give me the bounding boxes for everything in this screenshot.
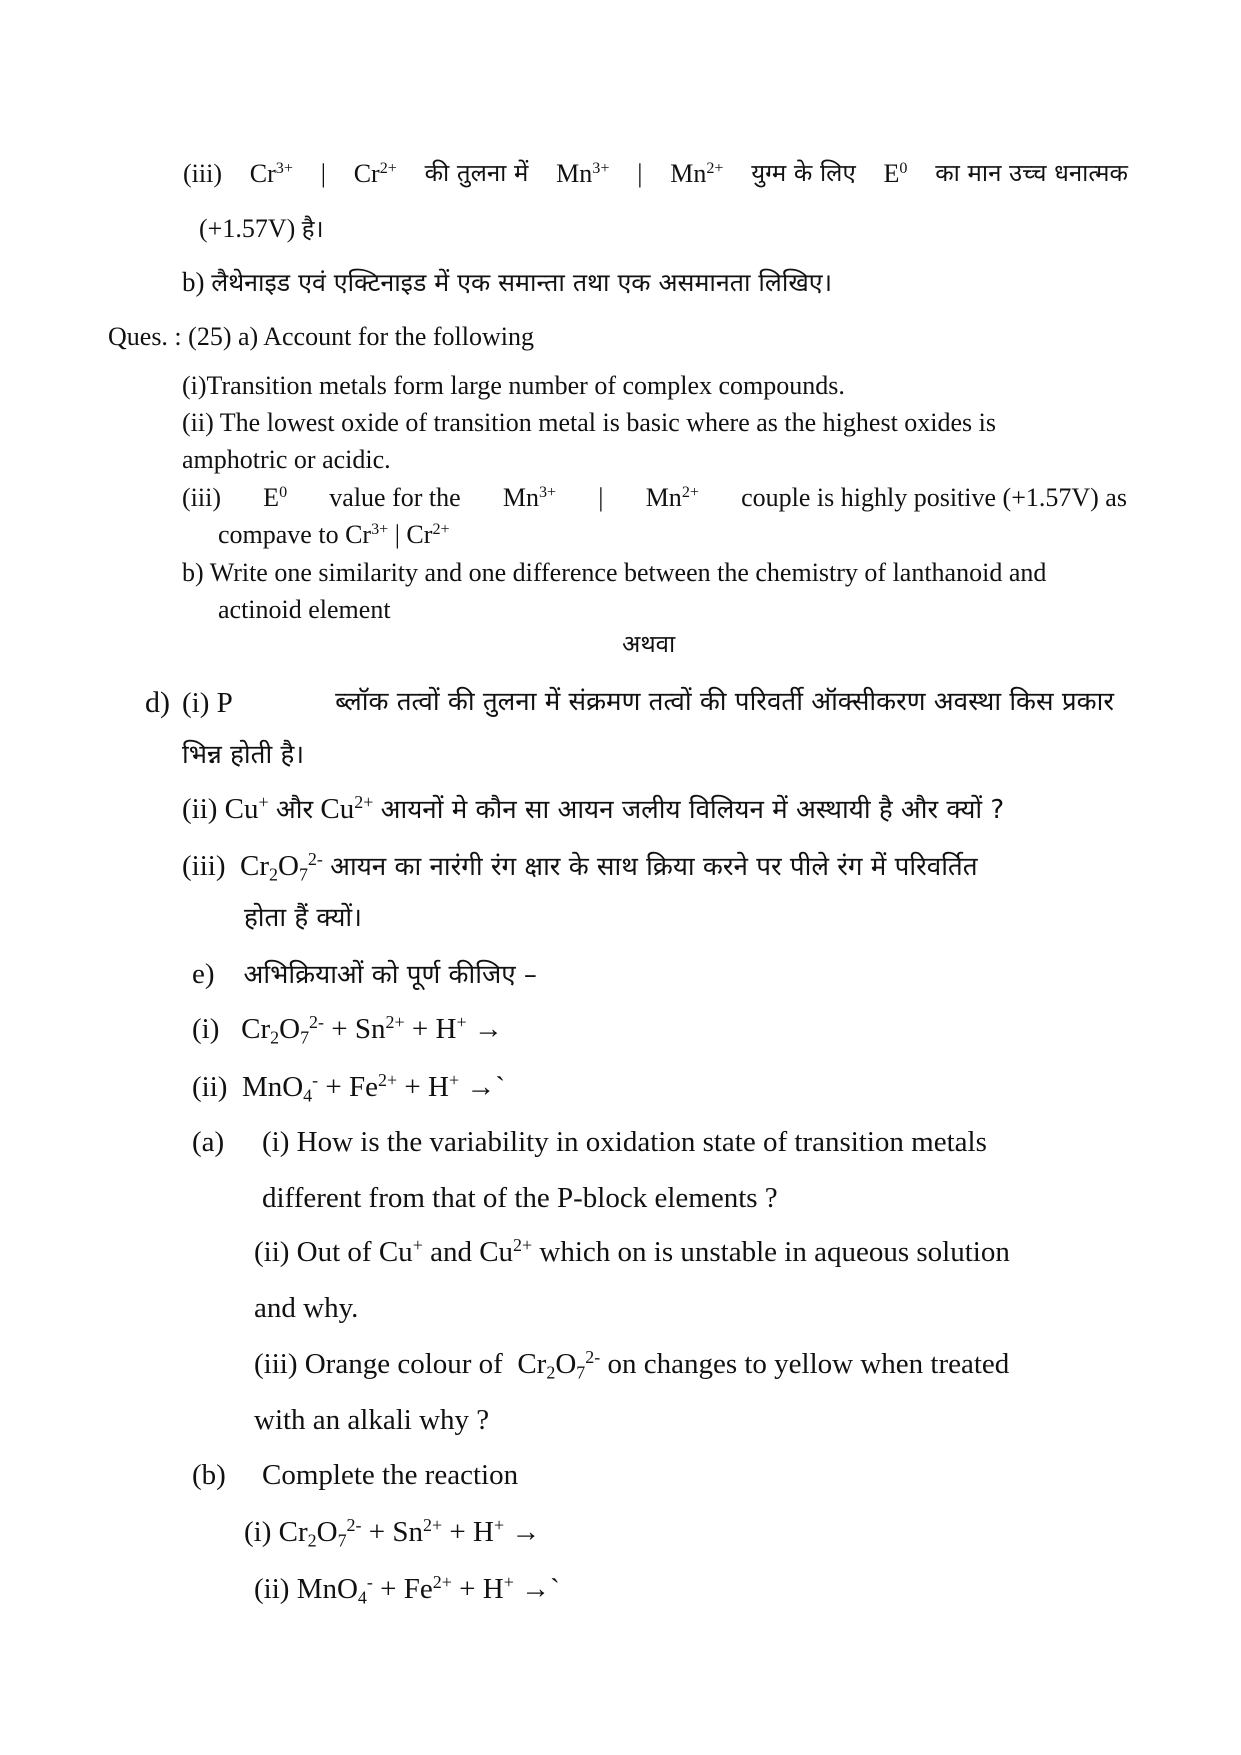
english-a-label: (a) bbox=[192, 1126, 225, 1158]
hindi-d-i-line2: भिन्न होती है। bbox=[182, 740, 305, 770]
separator: | bbox=[320, 159, 326, 188]
q24-b-hindi: b) लैथेनाइड एवं एक्टिनाइड में एक समान्ता तथा एक असमानता लिखिए। bbox=[182, 267, 833, 297]
hindi-d-i-line1: (i) P ब्लॉक तत्वों की तुलना में संक्रमण तत्वों की परिवर्ती ऑक्सीकरण अवस्था किस प्रकार bbox=[182, 687, 1114, 719]
hindi-text: का मान उच्च धनात्मक bbox=[935, 159, 1128, 187]
hindi-d-label: d) bbox=[145, 686, 170, 719]
q24-iii-hindi-line2: (+1.57V) है। bbox=[199, 214, 324, 243]
q24-iii-hindi-line1 bbox=[183, 161, 1128, 187]
q25-heading: Ques. : (25) a) Account for the following bbox=[108, 322, 535, 351]
english-a-iii-line1: (iii) Orange colour of $Cr_2O_7^{2-}$ on changes to yellow when treated bbox=[254, 1347, 1010, 1383]
english-a-ii-line1: (ii) Out of Cu+ and $Cu^{2+}$ which on is unstable in aqueous solution bbox=[254, 1235, 1010, 1268]
hindi-text: युग्म के लिए bbox=[751, 159, 856, 187]
mn3-ion: $Mn^{3+}$ bbox=[502, 483, 557, 512]
mn3-ion: $Mn^{3+}$ bbox=[556, 159, 610, 188]
hindi-reaction-2: (ii) $MnO_4^- + Fe^{2+} + H^+$ →` bbox=[192, 1070, 505, 1106]
q25-ii-line2: amphotric or acidic. bbox=[182, 445, 391, 474]
dichromate-ion: $Cr_2O_7^{2-}$ bbox=[517, 1347, 601, 1383]
english-b-heading: Complete the reaction bbox=[262, 1459, 519, 1491]
hindi-text: की तुलना में bbox=[424, 159, 529, 187]
q24-iii-label: (iii) bbox=[183, 159, 222, 188]
cr3-ion: $Cr^{3+}$ bbox=[249, 159, 293, 188]
cr2-ion: $Cr^{2+}$ bbox=[353, 159, 397, 188]
english-a-iii-line2: with an alkali why ? bbox=[254, 1404, 490, 1436]
q25-i: (i)Transition metals form large number of complex compounds. bbox=[182, 371, 845, 400]
or-divider: अथवा bbox=[622, 630, 676, 658]
hindi-d-iii-line1: (iii) $Cr_2O_7^{2-}$ आयन का नारंगी रंग क्षार के साथ क्रिया करने पर पीले रंग में परिवर्तित bbox=[182, 849, 978, 885]
mn2-ion: $Mn^{2+}$ bbox=[670, 159, 724, 188]
q25-b-line1: b) Write one similarity and one difference between the chemistry of lanthanoid and bbox=[182, 558, 1047, 587]
dichromate-ion: $Cr_2O_7^{2-}$ bbox=[240, 849, 323, 885]
q25-b-line2: actinoid element bbox=[218, 595, 391, 624]
q25-ii-line1: (ii) The lowest oxide of transition metal is basic where as the highest oxides is bbox=[182, 408, 997, 437]
english-a-ii-line2: and why. bbox=[254, 1292, 359, 1324]
reaction-arrow: → bbox=[473, 1013, 503, 1045]
hindi-d-ii: (ii) Cu+ और $Cu^{2+}$ आयनों मे कौन सा आयन जलीय विलियन में अस्थायी है और क्यों ? bbox=[182, 792, 1005, 825]
e0-symbol: $E^0$ bbox=[263, 483, 288, 512]
english-a-i-line2: different from that of the P-block elements ? bbox=[262, 1182, 778, 1214]
q25-iii-line1: (iii) $E^0$ value for the $Mn^{3+}$ | $Mn^{2+}$ couple is highly positive (+1.57V) as bbox=[182, 483, 1127, 512]
q25-iii-line2: compave to $Cr^{3+}$ | $Cr^{2+}$ bbox=[218, 520, 450, 549]
reaction-arrow: →` bbox=[466, 1071, 505, 1103]
english-b-label: (b) bbox=[192, 1459, 226, 1491]
reaction-arrow: →` bbox=[521, 1573, 560, 1605]
e0-symbol: $E^0$ bbox=[883, 159, 908, 188]
english-reaction-2: (ii) $MnO_4^- + Fe^{2+} + H^+$ →` bbox=[254, 1572, 560, 1608]
english-reaction-1: (i) $Cr_2O_7^{2-} + Sn^{2+} + H^+$ → bbox=[244, 1515, 541, 1551]
reaction-arrow: → bbox=[511, 1516, 541, 1548]
hindi-e: e) अभिक्रियाओं को पूर्ण कीजिए – bbox=[192, 958, 537, 990]
mn2-ion: $Mn^{2+}$ bbox=[645, 483, 699, 512]
hindi-d-iii-line2: होता हैं क्यों। bbox=[244, 903, 363, 933]
hindi-reaction-1: (i) $Cr_2O_7^{2-} + Sn^{2+} + H^+$ → bbox=[192, 1012, 503, 1048]
english-a-i-line1: (i) How is the variability in oxidation state of transition metals bbox=[262, 1126, 987, 1158]
separator: | bbox=[637, 159, 643, 188]
